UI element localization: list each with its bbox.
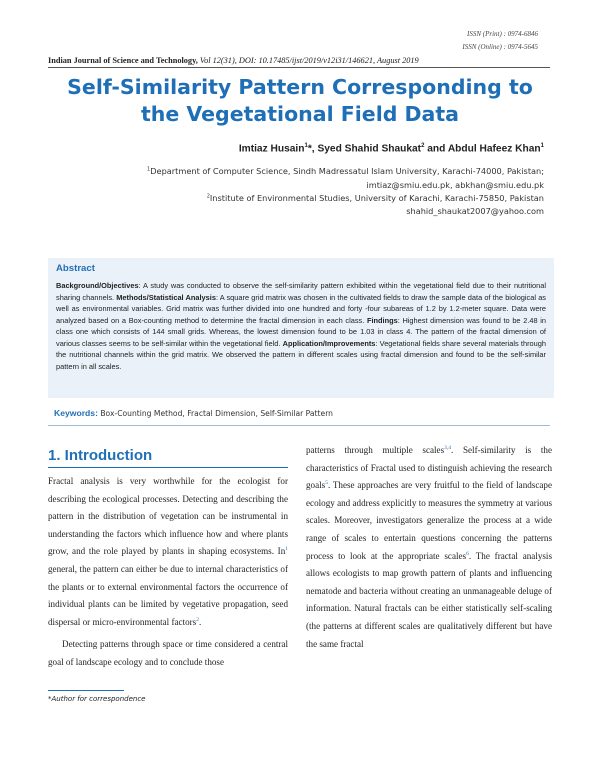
intro-p1-part-a: Fractal analysis is very worthwhile for the ecologist for describing the ecological processes. Detecting and describing the pattern in the distribution of vegetation can be instrumental in understanding the factors which influence how and where plants grow, and the role played by plants in shaping ecosystems. In xyxy=(48,476,288,557)
section-heading-rule xyxy=(48,467,288,468)
intro-p3-part-b: . Self-similarity is the characteristics of Fractal used to distinguish achieving the research goals xyxy=(306,445,552,491)
issn-print: ISSN (Print) : 0974-6846 xyxy=(467,30,538,38)
citation-ref[interactable]: 5 xyxy=(325,480,328,487)
issn-online: ISSN (Online) : 0974-5645 xyxy=(462,43,538,51)
affiliation-2 xyxy=(207,193,544,203)
citation-ref[interactable]: 2 xyxy=(196,616,199,623)
abstract-background-label: Background/Objectives xyxy=(56,281,139,290)
intro-p3-part-c: . These approaches are very fruitful to the field of landscape ecology and address explicitly to measures the symmetry at various scales. Moreover, investigators generalize the process at a wide range of scales to entertain questions concerning the patterns process to look at the appropriate scales xyxy=(306,480,552,561)
keywords-text: Box-Counting Method, Fractal Dimension, Self-Similar Pattern xyxy=(97,409,333,418)
intro-p3-part-a: patterns through multiple scales xyxy=(306,445,445,455)
intro-paragraph-1 xyxy=(48,473,288,631)
journal-citation xyxy=(48,56,550,65)
journal-name: Indian Journal of Science and Technology, xyxy=(48,56,198,65)
abstract-application-text: : Vegetational fields share several materials through the nutritional channels within the grid matrix. We observed the pattern in different scales using fractal dimension and found to be the self-similar pattern in all scales. xyxy=(56,338,546,371)
keywords xyxy=(54,408,333,418)
intro-paragraph-3 xyxy=(306,442,552,653)
author-1: Imtiaz Husain xyxy=(238,143,305,155)
citation-ref[interactable]: 6 xyxy=(466,550,469,557)
intro-paragraph-2: Detecting patterns through space or time considered a central goal of landscape ecology and to conclude those xyxy=(48,639,288,667)
author-3-affil: 1 xyxy=(540,143,544,149)
paper-title: Self-Similarity Pattern Corresponding to the Vegetational Field Data xyxy=(67,75,533,126)
affiliation-1 xyxy=(147,166,544,176)
author-1-affil: 1 xyxy=(304,143,308,149)
affiliation-1-text: Department of Computer Science, Sindh Madressatul Islam University, Karachi-74000, Pakistan; xyxy=(150,166,544,176)
body-column-right xyxy=(306,442,552,653)
affiliation-2-email: shahid_shaukat2007@yahoo.com xyxy=(406,206,544,216)
keywords-label: Keywords: xyxy=(54,408,98,418)
affiliation-2-text: Institute of Environmental Studies, University of Karachi, Karachi-75850, Pakistan xyxy=(209,193,544,203)
intro-p1-part-b: general, the pattern can either be due to internal characteristics of the plants or to external environmental factors the occurrence of individual plants can be limited by vegetative propagation, seed dispersal or micro-environmental factors xyxy=(48,563,288,627)
header-rule xyxy=(48,67,550,68)
author-2-affil: 2 xyxy=(421,143,425,149)
affiliation-2-marker: 2 xyxy=(206,193,210,200)
author-3: and Abdul Hafeez Khan xyxy=(424,143,541,155)
footnote-rule xyxy=(48,690,124,691)
author-1-mark: *, xyxy=(307,143,318,155)
abstract-findings-text: : Highest dimension was found to be 2.48 in class one which consists of 144 small grids. Whereas, the lowest dimension found to be 1.03 in class 4. The pattern of the fractal dimension of various classes seems to be self-similar within the vegetational field. xyxy=(56,315,547,348)
abstract-heading: Abstract xyxy=(56,263,95,274)
author-list xyxy=(239,143,544,154)
affiliation-1-emails: imtiaz@smiu.edu.pk, abkhan@smiu.edu.pk xyxy=(366,180,544,190)
abstract-application-label: Application/Improvements xyxy=(282,338,376,348)
citation-ref[interactable]: 3,4 xyxy=(444,444,451,451)
intro-p3-part-d: . The fractal analysis allows ecologists to map growth pattern of plants and influencing nematode and bacteria without creating an unmanageable deluge of information. Natural fractals can be either statistically self-scaling (the patterns at different scales are qualitatively different but have the same fractal xyxy=(306,550,552,649)
abstract-methods-label: Methods/Statistical Analysis xyxy=(116,292,216,302)
correspondence-footnote: *Author for correspondence xyxy=(48,695,146,703)
abstract-methods-text: : A square grid matrix was chosen in the cultivated fields to draw the sample data of the biological as well as environmental variables. Grid matrix was further divided into one hundred and forty -four subareas of 1.2 by 1.2-meter square. Data were analyzed based on a Box-counting method to determine the fractal dimension in each class. xyxy=(56,292,547,325)
journal-details: Vol 12(31), DOI: 10.17485/ijst/2019/v12i31/146621, August 2019 xyxy=(197,56,419,65)
citation-ref[interactable]: 1 xyxy=(285,546,288,553)
abstract-text xyxy=(56,280,546,372)
affiliation-1-marker: 1 xyxy=(147,166,151,173)
section-heading-introduction: 1. Introduction xyxy=(48,447,153,464)
keywords-rule xyxy=(48,425,550,426)
intro-p1-part-c: . xyxy=(198,616,202,627)
author-2: Syed Shahid Shaukat xyxy=(317,143,422,155)
abstract-box xyxy=(48,258,554,398)
abstract-background-text: : A study was conducted to observe the self-similarity pattern exhibited within the vegetational field due to their nutritional sharing channels. xyxy=(56,281,546,302)
abstract-findings-label: Findings xyxy=(366,315,398,325)
body-column-left xyxy=(48,473,288,672)
